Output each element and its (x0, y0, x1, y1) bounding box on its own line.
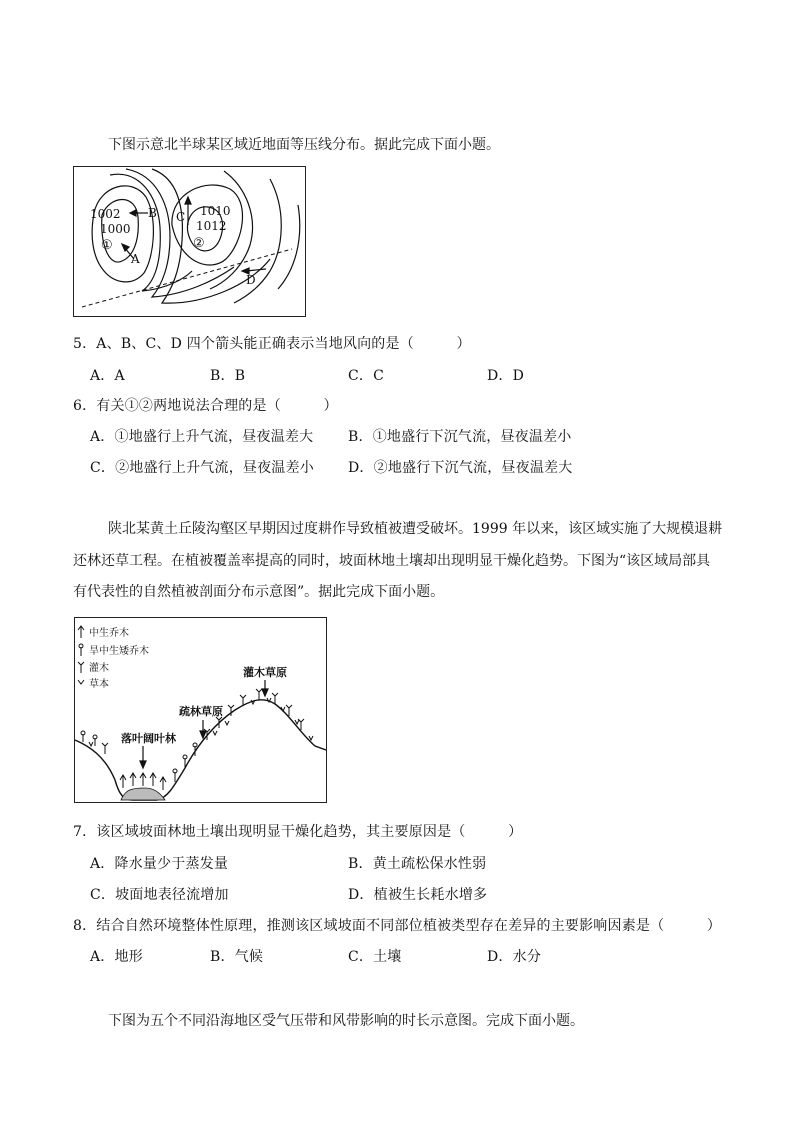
site-1-label: ① (101, 238, 113, 253)
trough-line (82, 249, 292, 307)
legend-label-tree: 中生乔木 (89, 628, 129, 639)
label-shrub-grassland: 灌木草原 (243, 666, 287, 679)
arrow-c-label: C (176, 210, 186, 224)
q5-stem: 5．A、B、C、D 四个箭头能正确表示当地风向的是（ ） (73, 336, 471, 352)
q6-option-d[interactable]: D．②地盛行下沉气流，昼夜温差大 (348, 460, 573, 476)
tree-icon (78, 626, 84, 638)
isobar-line (126, 169, 234, 297)
isobar-figure (73, 166, 306, 317)
arrow-b-head (130, 210, 136, 216)
q5-option-d[interactable]: D．D (487, 368, 525, 384)
q6-option-a[interactable]: A．①地盛行上升气流，昼夜温差大 (90, 429, 314, 445)
label-sparse-grassland: 疏林草原 (179, 705, 223, 718)
arrow-a-head (122, 244, 129, 251)
q8-stem: 8．结合自然环境整体性原理，推测该区域坡面不同部位植被类型存在差异的主要影响因素是（ ） (73, 918, 722, 934)
section1-intro: 下图示意北半球某区域近地面等压线分布。据此完成下面小题。 (108, 137, 500, 153)
isobar-label-1000: 1000 (100, 222, 131, 236)
shrub-icon (78, 662, 84, 673)
q7-option-c[interactable]: C．坡面地表径流增加 (90, 887, 229, 903)
section3-intro: 下图为五个不同沿海地区受气压带和风带影响的时长示意图。完成下面小题。 (108, 1013, 584, 1029)
q5-option-c[interactable]: C．C (348, 368, 385, 384)
q5-option-a[interactable]: A．A (90, 368, 125, 384)
vegetation-profile (75, 618, 326, 802)
q8-option-d[interactable]: D．水分 (487, 949, 542, 965)
arrow-d-label: D (246, 273, 256, 287)
section2-intro-line1: 陕北某黄土丘陵沟壑区早期因过度耕作导致植被遭受破坏。1999 年以来，该区域实施了大规模退耕 (108, 521, 723, 537)
isobar-label-1012: 1012 (196, 219, 227, 233)
isobar-line (234, 179, 281, 303)
arrow-b-label: B (148, 206, 157, 220)
legend-label-dwarf-tree: 旱中生矮乔木 (89, 646, 149, 657)
section2-intro-line2: 还林还草工程。在植被覆盖率提高的同时，坡面林地土壤却出现明显干燥化趋势。下图为“该区域局部具 (73, 553, 711, 569)
vegetation-profile-figure (74, 617, 327, 803)
q6-option-c[interactable]: C．②地盛行上升气流，昼夜温差小 (90, 460, 314, 476)
q8-option-c[interactable]: C．土壤 (348, 949, 402, 965)
section2-intro-line3: 有代表性的自然植被剖面分布示意图”。据此完成下面小题。 (73, 584, 445, 600)
isobar-label-1002: 1002 (90, 207, 121, 221)
dwarf-tree-icon (79, 644, 83, 656)
site-2-label: ② (193, 236, 205, 251)
q8-option-b[interactable]: B．气候 (210, 949, 264, 965)
q8-option-a[interactable]: A．地形 (90, 949, 143, 965)
q6-option-b[interactable]: B．①地盛行下沉气流，昼夜温差小 (348, 429, 572, 445)
q6-stem: 6．有关①②两地说法合理的是（ ） (73, 398, 338, 414)
q7-option-a[interactable]: A．降水量少于蒸发量 (90, 856, 229, 872)
q7-option-b[interactable]: B．黄土疏松保水性弱 (348, 856, 487, 872)
label-deciduous-forest: 落叶阔叶林 (121, 732, 176, 745)
legend-label-grass: 草本 (89, 679, 109, 690)
isobar-map (74, 167, 305, 316)
grass-icon (78, 680, 84, 684)
arrow-a-label: A (131, 252, 140, 266)
isobar-label-1010: 1010 (200, 204, 231, 218)
valley-deposit (121, 788, 165, 800)
legend-label-shrub: 灌木 (89, 663, 109, 674)
q7-option-d[interactable]: D．植被生长耗水增多 (348, 887, 488, 903)
q5-option-b[interactable]: B．B (210, 368, 246, 384)
q7-stem: 7．该区域坡面林地土壤出现明显干燥化趋势，其主要原因是（ ） (73, 824, 523, 840)
arrow-c-head (185, 197, 191, 204)
